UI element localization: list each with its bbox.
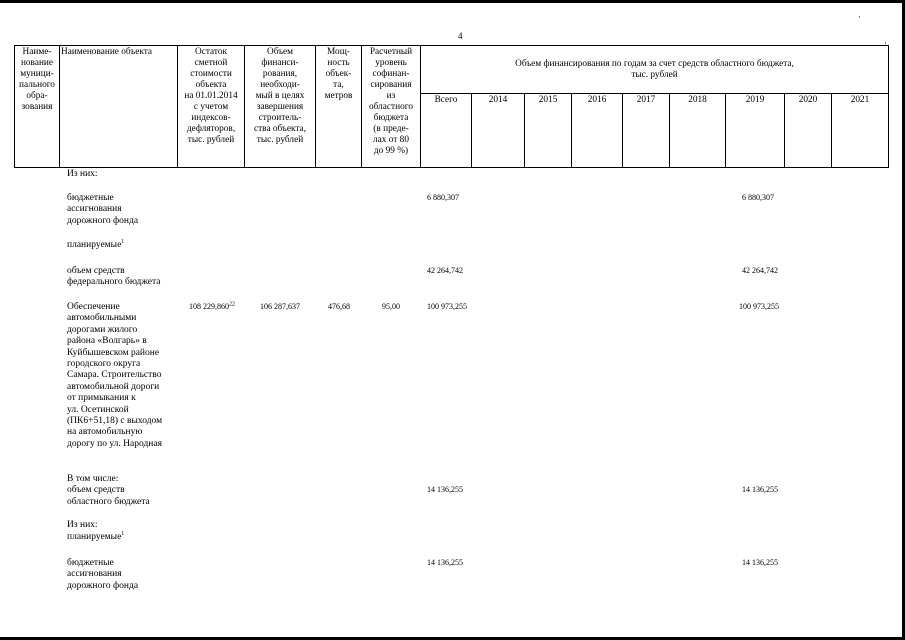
object-remaining-cost: 108 229,860$^{22}$ [189, 301, 235, 311]
page-top-border [0, 0, 905, 3]
object-2019: 100 973,255 [739, 302, 779, 311]
header-capacity: Мощ- ность объек- та, метров [316, 46, 362, 168]
road-fund-label-2: бюджетные ассигнования дорожного фонда [67, 558, 139, 591]
header-year-2014: 2014 [472, 94, 525, 168]
object-description: Обеспечение автомобильными дорогами жилого района «Волгарь» в Куйбышевском районе городского округа Самара. Строительство автомобильной дороги от примыкания к ул. Осетинской (ПК6+51,18) с выходом на автомобильную дорогу по ул. Народная [67, 302, 163, 449]
object-total: 100 973,255 [427, 302, 467, 311]
object-capacity: 476,68 [328, 302, 350, 311]
road-fund-2019: 6 880,307 [742, 193, 774, 202]
header-municipality: Наиме- нование муници- пального обра- зования [15, 46, 60, 168]
header-year-2021: 2021 [832, 94, 889, 168]
federal-budget-total: 42 264,742 [427, 266, 463, 275]
from-them-label-2: Из них: [67, 520, 98, 530]
header-object-name: Наименование объекта [60, 46, 178, 168]
road-fund-label: бюджетные ассигнования дорожного фонда [67, 193, 139, 226]
object-cofinancing-level: 95,00 [382, 302, 400, 311]
object-funding-volume: 106 287,637 [260, 302, 300, 311]
from-them-label: Из них: [67, 169, 98, 179]
regional-budget-total: 14 136,255 [427, 485, 463, 494]
header-funding-by-year: Объем финансирования по годам за счет средств областного бюджета, тыс. рублей [421, 46, 889, 94]
header-year-2017: 2017 [623, 94, 670, 168]
header-year-2015: 2015 [525, 94, 572, 168]
header-year-2016: 2016 [572, 94, 623, 168]
scan-speck: · [858, 12, 861, 22]
regional-budget-2019: 14 136,255 [742, 485, 778, 494]
page-number: 4 [458, 31, 463, 41]
federal-budget-label: объем средств федерального бюджета [67, 266, 161, 288]
header-remaining-cost: Остаток сметной стоимости объекта на 01.01.2014 с учетом индексов- дефляторов, тыс. рублей [178, 46, 245, 168]
funding-table-header [14, 45, 889, 168]
header-year-2020: 2020 [785, 94, 832, 168]
header-total: Всего [421, 94, 472, 168]
including-regional-label: В том числе: объем средств областного бюджета [67, 474, 150, 507]
road-fund-total: 6 880,307 [427, 193, 459, 202]
road-fund-2-2019: 14 136,255 [742, 558, 778, 567]
header-year-2019: 2019 [726, 94, 785, 168]
federal-budget-2019: 42 264,742 [742, 266, 778, 275]
planned-label: планируемые$^1$ [67, 238, 125, 250]
planned-label-2: планируемые$^1$ [67, 530, 125, 542]
header-cofinancing-level: Расчетный уровень софинан- сирования из областного бюджета (в преде- лах от 80 до 99 %) [362, 46, 421, 168]
scan-speck: · [884, 38, 887, 48]
road-fund-2-total: 14 136,255 [427, 558, 463, 567]
header-funding-volume: Объем финанси- рования, необходи- мый в целях завершения строитель- ства объекта, тыс. рублей [245, 46, 316, 168]
header-year-2018: 2018 [670, 94, 726, 168]
